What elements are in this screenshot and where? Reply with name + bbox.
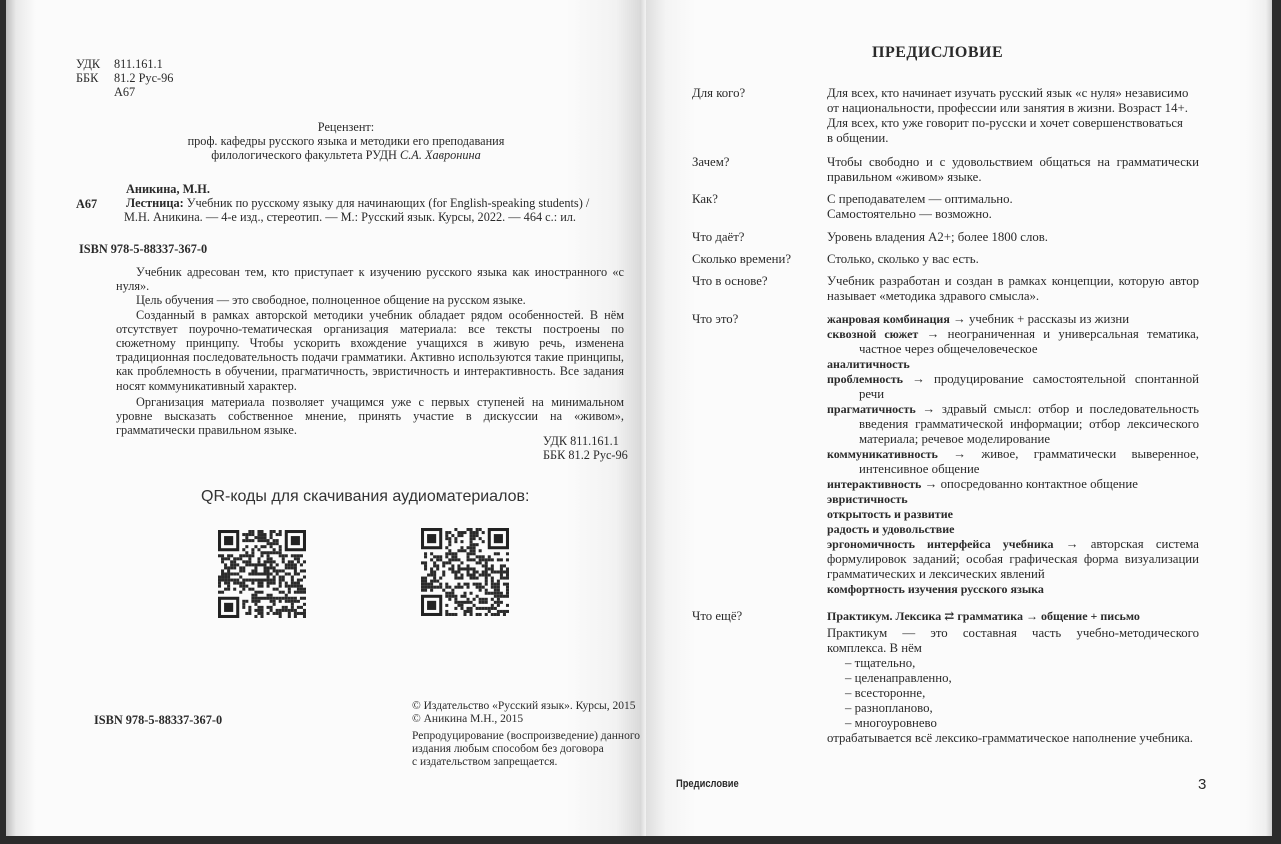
- qr-code-audio-2[interactable]: [420, 528, 510, 616]
- feature-term: открытость и развитие: [827, 507, 953, 521]
- reviewer-faculty-line: [126, 148, 566, 162]
- question-time: Сколько времени?: [692, 252, 791, 266]
- author-code-row: [76, 85, 173, 99]
- question-what: Что это?: [692, 312, 739, 326]
- feature-term: проблемность: [827, 372, 904, 386]
- bibliographic-record: [76, 182, 616, 224]
- answer-more: [827, 609, 1199, 746]
- copyright-notice: с издательством запрещается.: [412, 756, 558, 768]
- right-page: [646, 0, 1272, 836]
- answer-line: Для всех, кто уже говорит по-русски и хочет совершенствоваться: [827, 116, 1183, 130]
- feature-item: [827, 522, 1199, 537]
- feature-item: [827, 477, 1199, 492]
- bbk-value: 81.2 Рус-96: [114, 71, 174, 85]
- answer-for-whom: [827, 86, 1199, 146]
- feature-item: [827, 582, 1199, 597]
- abstract-paragraph: Цель обучения — это свободное, полноценное общение на русском языке.: [136, 293, 526, 308]
- feature-term: коммуникативность: [827, 447, 938, 461]
- udk-bottom-udk: УДК 811.161.1: [543, 434, 619, 448]
- udk-bottom-bbk: ББК 81.2 Рус-96: [543, 448, 628, 462]
- author-code-key: [76, 85, 106, 99]
- udk-block: [76, 57, 173, 99]
- answer-line: Для всех, кто начинает изучать русский язык «с нуля» независимо: [827, 86, 1189, 100]
- abstract-paragraph: Учебник адресован тем, кто приступает к изучению русского языка как иностранного «с нуля».: [116, 265, 624, 294]
- abstract-paragraph: Организация материала позволяет учащимся уже с первых ступеней на минимальном уровне высказать собственное мнение, принять участие в дискуссии на «живом», грамматически правильном языке.: [116, 394, 624, 438]
- practicum-outro: отрабатывается всё лексико-грамматическое наполнение учебника.: [827, 731, 1193, 745]
- question-basis: Что в основе?: [692, 274, 768, 288]
- feature-desc: → живое, грамматически выверенное, интенсивное общение: [859, 447, 1199, 476]
- page-number: 3: [1198, 776, 1207, 793]
- practicum-list-item: – многоуровнево: [845, 716, 937, 730]
- practicum-list-item: – целенаправленно,: [845, 671, 952, 685]
- feature-term: интерактивность: [827, 477, 922, 491]
- copyright-block: [412, 700, 642, 769]
- feature-desc: → здравый смысл: отбор и последовательность введения грамматической информации; отбор лексического материала; речевое моделирование: [859, 402, 1199, 446]
- reviewer-label: Рецензент:: [317, 120, 375, 134]
- feature-item: [827, 447, 1199, 477]
- biblio-title-line: [76, 196, 616, 210]
- feature-item: [827, 402, 1199, 447]
- qr-code-audio-1[interactable]: [217, 530, 307, 618]
- isbn-top: ISBN 978-5-88337-367-0: [79, 242, 208, 256]
- answer-line: Самостоятельно — возможно.: [827, 207, 992, 221]
- practicum-list-item: – всесторонне,: [845, 686, 926, 700]
- answer-how: [827, 192, 1199, 222]
- author-code-value: А67: [114, 85, 136, 99]
- biblio-code: А67: [76, 197, 98, 211]
- reviewer-block: [126, 120, 566, 162]
- answer-what-list: [827, 312, 1199, 597]
- biblio-author: Аникина, М.Н.: [126, 182, 210, 196]
- practicum-heading: Практикум. Лексика ⇄ грамматика → общение + письмо: [827, 609, 1140, 623]
- copyright-publisher: © Издательство «Русский язык». Курсы, 2015: [412, 700, 636, 712]
- feature-item: [827, 537, 1199, 582]
- feature-item: [827, 492, 1199, 507]
- answer-gives: Уровень владения А2+; более 1800 слов.: [827, 230, 1048, 244]
- udk-bottom: [543, 434, 628, 462]
- feature-term: эргономичность интерфейса учебника: [827, 537, 1054, 551]
- biblio-imprint: М.Н. Аникина. — 4-е изд., стереотип. — М.: Русский язык. Курсы, 2022. — 464 с.: ил.: [124, 210, 577, 224]
- answer-time: Столько, сколько у вас есть.: [827, 252, 979, 266]
- left-page: [6, 0, 646, 836]
- qr-title: QR-коды для скачивания аудиоматериалов:: [201, 488, 530, 505]
- feature-desc: → учебник + рассказы из жизни: [953, 312, 1130, 326]
- feature-item: [827, 357, 1199, 372]
- abstract: [116, 265, 624, 439]
- reviewer-position: проф. кафедры русского языка и методики его преподавания: [187, 134, 505, 148]
- biblio-title-rest: Учебник по русскому языку для начинающих (for English-speaking students) /: [186, 196, 590, 210]
- feature-item: [827, 312, 1199, 327]
- answer-line: от национальности, профессии или занятия в жизни. Возраст 14+.: [827, 101, 1188, 115]
- reviewer-name: С.А. Хавронина: [400, 148, 481, 162]
- abstract-paragraph: Созданный в рамках авторской методики учебник обладает рядом особенностей. В нём отсутствует поурочно-тематическая организация материала: все тексты построены по сюжетному принципу. Чтобы ускорить вхождение учащихся в живую речь, изменена традиционная последовательность подачи грамматики. Активно используются такие принципы, как проблемность в обучении, прагматичность, эвристичность и интерактивность. Все задания носят коммуникативный характер.: [116, 307, 624, 393]
- reviewer-faculty: филологического факультета РУДН: [211, 148, 397, 162]
- feature-item: [827, 327, 1199, 357]
- feature-term: прагматичность: [827, 402, 916, 416]
- isbn-bottom: ISBN 978-5-88337-367-0: [94, 713, 223, 727]
- copyright-author: © Аникина М.Н., 2015: [412, 713, 524, 725]
- feature-term: аналитичность: [827, 357, 910, 371]
- feature-item: [827, 372, 1199, 402]
- udk-key: УДК: [76, 57, 101, 71]
- practicum-intro: Практикум — это составная часть учебно-методического комплекса. В нём: [827, 626, 1199, 655]
- copyright-notice: издания любым способом без договора: [412, 743, 604, 755]
- answer-line: С преподавателем — оптимально.: [827, 192, 1013, 206]
- question-for-whom: Для кого?: [692, 86, 746, 100]
- copyright-notice: Репродуцирование (воспроизведение) данного: [412, 730, 641, 742]
- bbk-key: ББК: [76, 71, 99, 85]
- feature-item: [827, 507, 1199, 522]
- feature-desc: → опосредованно контактное общение: [924, 477, 1138, 491]
- feature-term: эвристичность: [827, 492, 908, 506]
- udk-row: [76, 57, 173, 71]
- udk-value: 811.161.1: [114, 57, 163, 71]
- feature-desc: → авторская система формулировок заданий; особая графическая форма визуализации грамматических и лексических явлений: [827, 537, 1199, 581]
- feature-desc: → продуцирование самостоятельной спонтанной речи: [859, 372, 1199, 401]
- answer-line: в общении.: [827, 131, 889, 145]
- question-gives: Что даёт?: [692, 230, 745, 244]
- bbk-row: [76, 71, 173, 85]
- question-why: Зачем?: [692, 155, 730, 169]
- feature-term: комфортность изучения русского языка: [827, 582, 1044, 596]
- feature-desc: → неограниченная и универсальная тематика, частное через общечеловеческое: [859, 327, 1200, 356]
- biblio-title-label: Лестница:: [126, 196, 184, 210]
- feature-term: радость и удовольствие: [827, 522, 955, 536]
- practicum-list-item: – разнопланово,: [845, 701, 933, 715]
- question-how: Как?: [692, 192, 718, 206]
- practicum-list-item: – тщательно,: [845, 656, 916, 670]
- page-title: ПРЕДИСЛОВИЕ: [872, 44, 1004, 61]
- answer-why: Чтобы свободно и с удовольствием общаться на грамматически правильном «живом» языке.: [827, 155, 1199, 184]
- feature-term: жанровая комбинация: [827, 312, 950, 326]
- running-footer: Предисловие: [676, 778, 739, 790]
- answer-basis: Учебник разработан и создан в рамках концепции, которую автор называет «методика здравого смысла».: [827, 274, 1199, 303]
- feature-term: сквозной сюжет: [827, 327, 919, 341]
- question-more: Что ещё?: [692, 609, 743, 623]
